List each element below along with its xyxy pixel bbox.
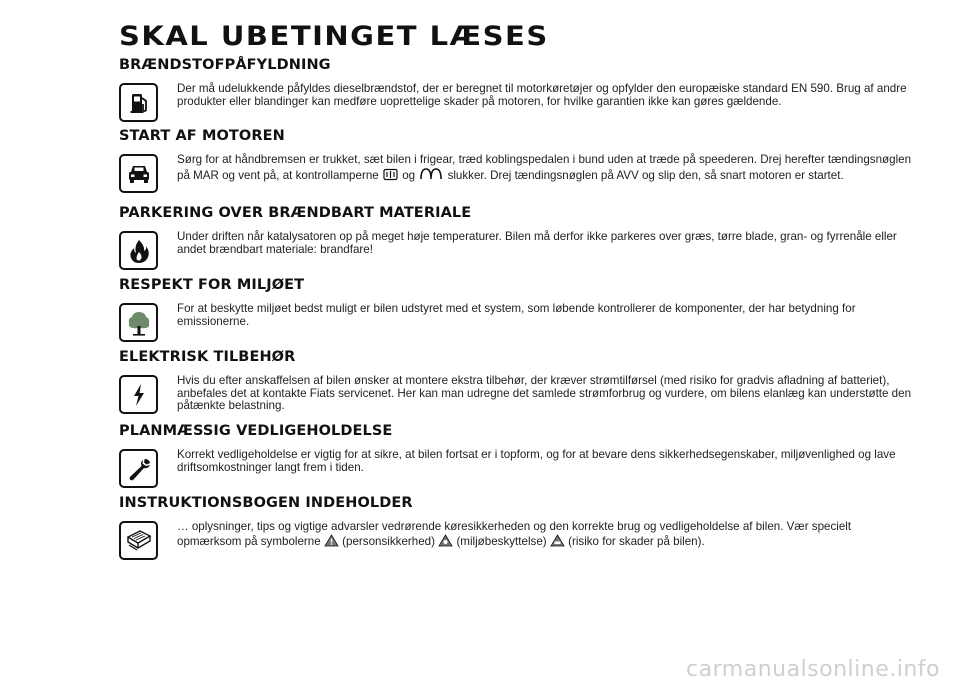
section-text: For at beskytte miljøet bedst muligt er bilen udstyret med et system, som løbende kontrollerer de komponenter, der har betydning for emissionerne. <box>177 302 856 328</box>
section-heading: BRÆNDSTOFPÅFYLDNING <box>119 57 331 73</box>
section-heading: PLANMÆSSIG VEDLIGEHOLDELSE <box>119 423 393 439</box>
section-manual-contents <box>119 495 909 548</box>
section-electrical <box>119 349 912 413</box>
section-heading: RESPEKT FOR MILJØET <box>119 277 305 293</box>
section-heading: START AF MOTOREN <box>119 128 285 144</box>
section-heading: ELEKTRISK TILBEHØR <box>119 349 296 365</box>
text-part: Sørg for at håndbremsen er trukket, sæt bilen i frigear, træd koblingspedalen i bund uden at træde på speederen. Drej herefter tændingsnøglen på MAR og vent på, at kontrollamperne <box>177 153 912 182</box>
glow-plug-warning-icon <box>382 168 399 181</box>
section-heading: PARKERING OVER BRÆNDBART MATERIALE <box>119 205 472 221</box>
fuel-pump-icon <box>119 83 158 122</box>
section-text: Der må udelukkende påfyldes dieselbrændstof, der er beregnet til motorkøretøjer og opfylder den europæiske standard EN 590. Brug af andre produkter eller blandinger kan medføre uoprettelige skader på motoren, for hvilke garantien ikke kan gøres gældende. <box>177 82 907 108</box>
section-text <box>177 521 912 548</box>
section-environment <box>119 277 909 328</box>
section-text: Under driften når katalysatoren op på meget høje temperaturer. Bilen må derfor ikke parkeres over græs, tørre blade, gran- og fyrrenåle eller andet brændbart materiale: brandfare! <box>177 230 897 256</box>
coil-warning-icon <box>418 167 444 181</box>
lightning-icon <box>119 375 158 414</box>
page-title: SKAL UBETINGET LÆSES <box>119 20 549 52</box>
section-heading: INSTRUKTIONSBOGEN INDEHOLDER <box>119 495 413 511</box>
section-parking <box>119 205 909 256</box>
text-part: … oplysninger, tips og vigtige advarsler vedrørende køresikkerheden og den korrekte brug og vedligeholdelse af bilen. Vær specielt opmærksom på symbolerne <box>177 520 852 548</box>
environment-triangle-icon <box>438 534 453 547</box>
flame-icon <box>119 231 158 270</box>
text-part: (risiko for skader på bilen). <box>568 534 705 548</box>
text-part: (personsikkerhed) <box>342 534 435 548</box>
section-maintenance <box>119 423 909 474</box>
car-damage-triangle-icon <box>550 534 565 547</box>
section-fuel <box>119 57 909 108</box>
tree-icon <box>119 303 158 342</box>
section-text: Korrekt vedligeholdelse er vigtig for at sikre, at bilen fortsat er i topform, og for at bevare dens sikkerhedsegenskaber, miljøvenlighed og lave driftsomkostninger langt frem i tiden. <box>177 448 896 474</box>
watermark: carmanualsonline.info <box>686 657 940 682</box>
wrench-icon <box>119 449 158 488</box>
car-front-icon <box>119 154 158 193</box>
text-part: (miljøbeskyttelse) <box>456 534 547 548</box>
section-text <box>177 154 912 182</box>
section-engine-start <box>119 128 912 182</box>
warning-triangle-icon <box>324 534 339 547</box>
text-part: slukker. Drej tændingsnøglen på AVV og slip den, så snart motoren er startet. <box>447 168 844 182</box>
open-book-icon <box>119 521 158 560</box>
text-part: og <box>402 168 416 182</box>
section-text: Hvis du efter anskaffelsen af bilen ønsker at montere ekstra tilbehør, der kræver strømtilførsel (med risiko for gradvis afladning af batteriet), anbefales det at kontakte Fiats servicenet. Her kan man udregne det samlede strømforbrug og vurdere, om bilens elanlæg kan understøtte den påtænkte belastning. <box>177 374 912 413</box>
